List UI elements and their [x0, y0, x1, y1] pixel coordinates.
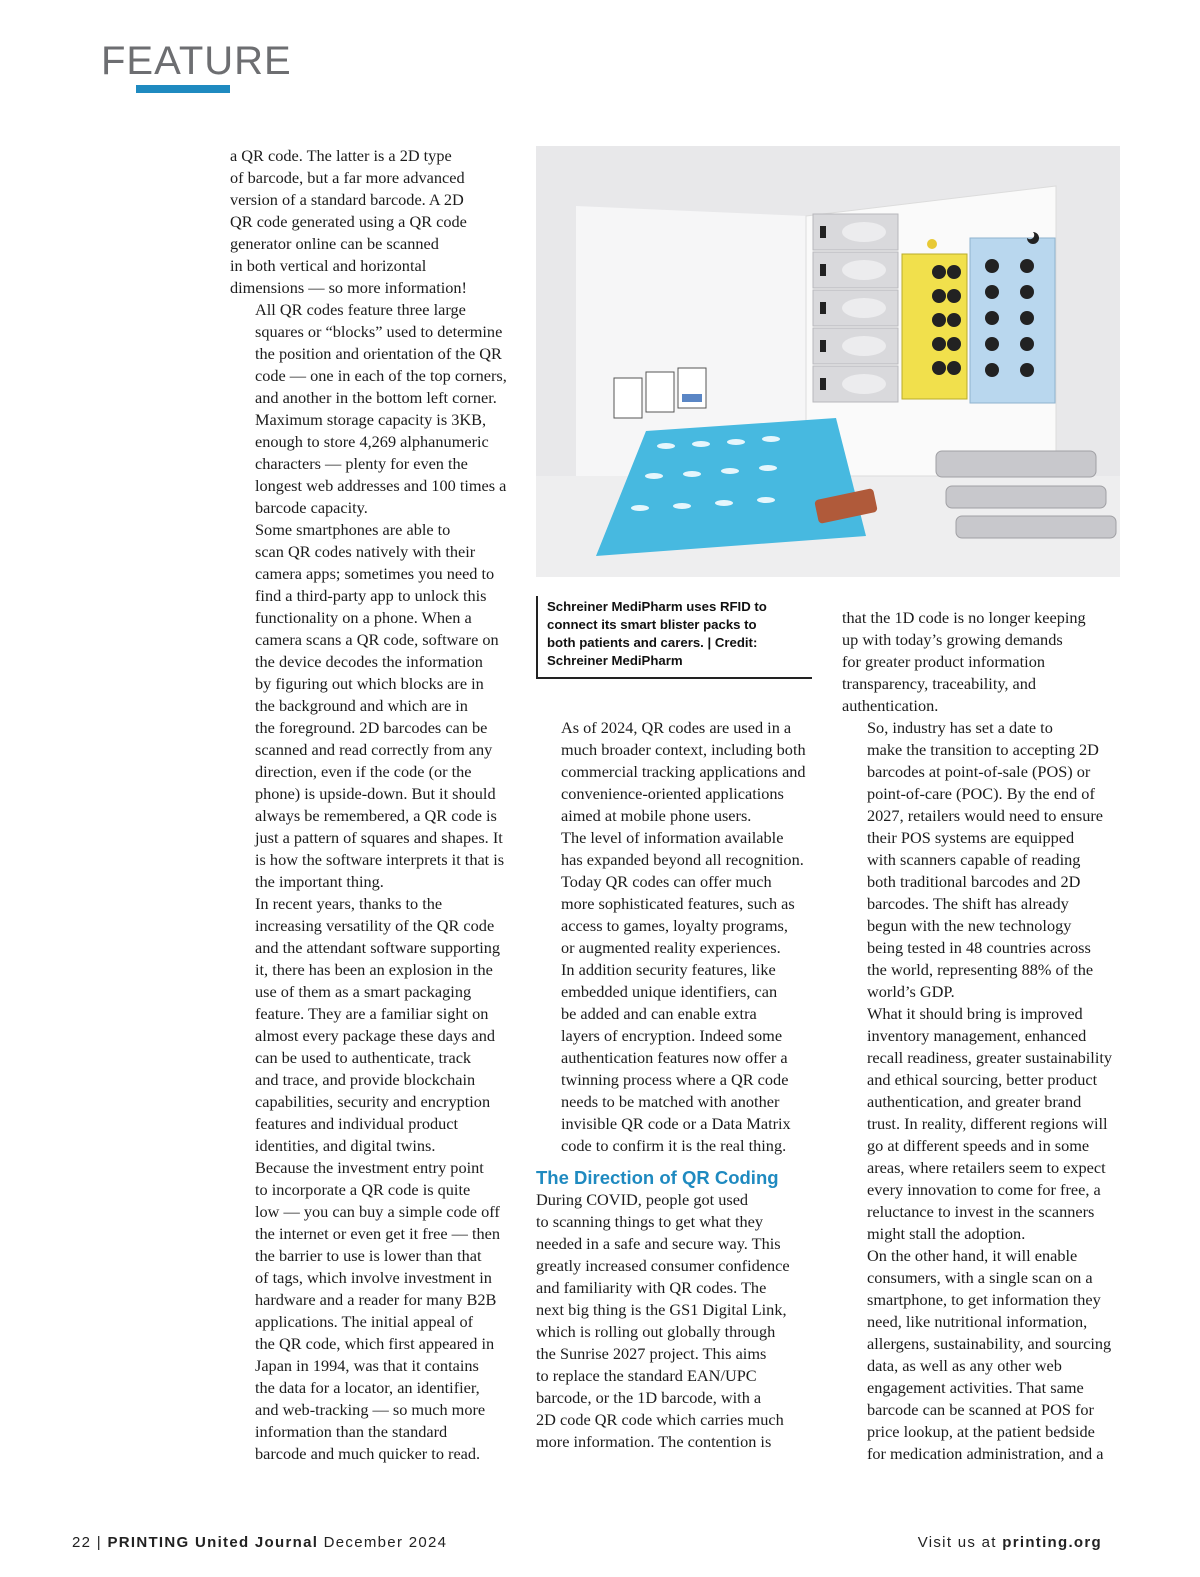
text-line: needed in a safe and secure way. This: [536, 1234, 781, 1253]
text-line: inventory management, enhanced: [867, 1026, 1087, 1045]
product-photo: [536, 146, 1120, 577]
text-line: always be remembered, a QR code is: [255, 806, 497, 825]
section-subhead: The Direction of QR Coding: [536, 1167, 779, 1188]
text-line: that the 1D code is no longer keeping: [842, 608, 1086, 627]
text-line: make the transition to accepting 2D: [867, 740, 1099, 759]
text-line: go at different speeds and in some: [867, 1136, 1090, 1155]
text-line: access to games, loyalty programs,: [561, 916, 788, 935]
text-line: and ethical sourcing, better product: [867, 1070, 1098, 1089]
text-line: begun with the new technology: [867, 916, 1072, 935]
article-paragraph: [230, 893, 515, 1157]
text-line: engagement activities. That same: [867, 1378, 1084, 1397]
article-paragraph: [536, 1189, 821, 1453]
text-line: scanned and read correctly from any: [255, 740, 493, 759]
photo-caption: [536, 596, 812, 679]
text-line: being tested in 48 countries across: [867, 938, 1091, 957]
text-line: the internet or even get it free — then: [255, 1224, 501, 1243]
text-line: allergens, sustainability, and sourcing: [867, 1334, 1112, 1353]
text-line: As of 2024, QR codes are used in a: [561, 718, 792, 737]
text-line: world’s GDP.: [867, 982, 955, 1001]
text-line: authentication, and greater brand: [867, 1092, 1082, 1111]
text-line: their POS systems are equipped: [867, 828, 1075, 847]
text-line: the data for a locator, an identifier,: [255, 1378, 480, 1397]
text-line: needs to be matched with another: [561, 1092, 780, 1111]
text-line: trust. In reality, different regions will: [867, 1114, 1108, 1133]
text-line: generator online can be scanned: [230, 234, 439, 253]
article-column-1: [230, 145, 515, 1465]
text-line: barcode and much quicker to read.: [255, 1444, 481, 1463]
text-line: to replace the standard EAN/UPC: [536, 1366, 757, 1385]
website-link[interactable]: printing.org: [1002, 1534, 1102, 1551]
text-line: it, there has been an explosion in the: [255, 960, 493, 979]
text-line: information than the standard: [255, 1422, 448, 1441]
column-2-body: [536, 1189, 821, 1453]
text-line: to scanning things to get what they: [536, 1212, 763, 1231]
section-label: FEATURE: [101, 39, 292, 83]
text-line: aimed at mobile phone users.: [561, 806, 752, 825]
publication-name: PRINTING United Journal: [107, 1534, 319, 1551]
footer-publication: [72, 1532, 447, 1554]
text-line: which is rolling out globally through: [536, 1322, 776, 1341]
text-line: twinning process where a QR code: [561, 1070, 789, 1089]
article-paragraph: [842, 1245, 1127, 1465]
text-line: more information. The contention is: [536, 1432, 772, 1451]
text-line: scan QR codes natively with their: [255, 542, 476, 561]
text-line: point-of-care (POC). By the end of: [867, 784, 1095, 803]
text-line: embedded unique identifiers, can: [561, 982, 778, 1001]
text-line: data, as well as any other web: [867, 1356, 1062, 1375]
text-line: the background and which are in: [255, 696, 468, 715]
text-line: of barcode, but a far more advanced: [230, 168, 465, 187]
text-line: camera scans a QR code, software on: [255, 630, 499, 649]
text-line: more sophisticated features, such as: [561, 894, 795, 913]
caption-line: both patients and carers. | Credit:: [547, 635, 758, 650]
page-number: 22: [72, 1534, 92, 1551]
text-line: authentication features now offer a: [561, 1048, 788, 1067]
caption-line: Schreiner MediPharm: [547, 653, 683, 668]
text-line: for greater product information: [842, 652, 1045, 671]
text-line: In addition security features, like: [561, 960, 776, 979]
text-line: identities, and digital twins.: [255, 1136, 436, 1155]
text-line: just a pattern of squares and shapes. It: [255, 828, 503, 847]
text-line: code — one in each of the top corners,: [255, 366, 507, 385]
text-line: and trace, and provide blockchain: [255, 1070, 476, 1089]
article-column-3: [842, 607, 1127, 1465]
text-line: transparency, traceability, and: [842, 674, 1037, 693]
text-line: Japan in 1994, was that it contains: [255, 1356, 479, 1375]
text-line: dimensions — so more information!: [230, 278, 467, 297]
issue-date: December 2024: [323, 1534, 448, 1551]
text-line: characters — plenty for even the: [255, 454, 468, 473]
article-paragraph: [230, 519, 515, 893]
text-line: the Sunrise 2027 project. This aims: [536, 1344, 767, 1363]
caption-line: Schreiner MediPharm uses RFID to: [547, 599, 767, 614]
article-paragraph: [536, 717, 821, 827]
text-line: next big thing is the GS1 Digital Link,: [536, 1300, 787, 1319]
text-line: 2D code QR code which carries much: [536, 1410, 784, 1429]
text-line: a QR code. The latter is a 2D type: [230, 146, 452, 165]
text-line: barcodes at point-of-sale (POS) or: [867, 762, 1091, 781]
text-line: can be used to authenticate, track: [255, 1048, 472, 1067]
text-line: During COVID, people got used: [536, 1190, 749, 1209]
text-line: direction, even if the code (or the: [255, 762, 472, 781]
text-line: and the attendant software supporting: [255, 938, 501, 957]
text-line: much broader context, including both: [561, 740, 806, 759]
text-line: QR code generated using a QR code: [230, 212, 467, 231]
text-line: both traditional barcodes and 2D: [867, 872, 1081, 891]
text-line: functionality on a phone. When a: [255, 608, 472, 627]
text-line: or augmented reality experiences.: [561, 938, 781, 957]
text-line: and familiarity with QR codes. The: [536, 1278, 767, 1297]
article-paragraph: [230, 299, 515, 519]
text-line: squares or “blocks” used to determine: [255, 322, 503, 341]
text-line: for medication administration, and a: [867, 1444, 1104, 1463]
text-line: up with today’s growing demands: [842, 630, 1063, 649]
text-line: code to confirm it is the real thing.: [561, 1136, 787, 1155]
text-line: might stall the adoption.: [867, 1224, 1026, 1243]
text-line: find a third-party app to unlock this: [255, 586, 487, 605]
text-line: commercial tracking applications and: [561, 762, 806, 781]
text-line: every innovation to come for free, a: [867, 1180, 1101, 1199]
text-line: has expanded beyond all recognition.: [561, 850, 804, 869]
text-line: What it should bring is improved: [867, 1004, 1083, 1023]
text-line: the device decodes the information: [255, 652, 483, 671]
text-line: recall readiness, greater sustainability: [867, 1048, 1113, 1067]
text-line: increasing versatility of the QR code: [255, 916, 495, 935]
text-line: Today QR codes can offer much: [561, 872, 772, 891]
text-line: greatly increased consumer confidence: [536, 1256, 790, 1275]
text-line: need, like nutritional information,: [867, 1312, 1088, 1331]
text-line: Because the investment entry point: [255, 1158, 484, 1177]
text-line: On the other hand, it will enable: [867, 1246, 1078, 1265]
text-line: phone) is upside-down. But it should: [255, 784, 496, 803]
text-line: and another in the bottom left corner.: [255, 388, 497, 407]
text-line: consumers, with a single scan on a: [867, 1268, 1093, 1287]
text-line: by figuring out which blocks are in: [255, 674, 484, 693]
text-line: hardware and a reader for many B2B: [255, 1290, 497, 1309]
section-accent-bar: [136, 85, 230, 93]
text-line: smartphone, to get information they: [867, 1290, 1101, 1309]
text-line: barcode, or the 1D barcode, with a: [536, 1388, 762, 1407]
article-column-2: [536, 717, 821, 1453]
text-line: applications. The initial appeal of: [255, 1312, 474, 1331]
article-paragraph: [842, 607, 1127, 717]
text-line: to incorporate a QR code is quite: [255, 1180, 471, 1199]
text-line: low — you can buy a simple code off: [255, 1202, 500, 1221]
text-line: In recent years, thanks to the: [255, 894, 443, 913]
text-line: All QR codes feature three large: [255, 300, 466, 319]
text-line: capabilities, security and encryption: [255, 1092, 491, 1111]
article-paragraph: [230, 145, 515, 299]
text-line: barcode capacity.: [255, 498, 368, 517]
text-line: almost every package these days and: [255, 1026, 496, 1045]
text-line: layers of encryption. Indeed some: [561, 1026, 783, 1045]
text-line: Some smartphones are able to: [255, 520, 451, 539]
text-line: price lookup, at the patient bedside: [867, 1422, 1095, 1441]
text-line: the world, representing 88% of the: [867, 960, 1094, 979]
text-line: the barrier to use is lower than that: [255, 1246, 482, 1265]
text-line: is how the software interprets it that is: [255, 850, 505, 869]
text-line: use of them as a smart packaging: [255, 982, 472, 1001]
visit-prefix: Visit us at: [917, 1534, 997, 1551]
article-paragraph: [536, 827, 821, 1157]
footer-separator: |: [96, 1534, 102, 1551]
text-line: of tags, which involve investment in: [255, 1268, 492, 1287]
text-line: and web-tracking — so much more: [255, 1400, 486, 1419]
text-line: the position and orientation of the QR: [255, 344, 502, 363]
column-2-intro: [536, 717, 821, 1157]
text-line: features and individual product: [255, 1114, 458, 1133]
text-line: version of a standard barcode. A 2D: [230, 190, 464, 209]
text-line: with scanners capable of reading: [867, 850, 1081, 869]
text-line: areas, where retailers seem to expect: [867, 1158, 1106, 1177]
text-line: Maximum storage capacity is 3KB,: [255, 410, 487, 429]
text-line: 2027, retailers would need to ensure: [867, 806, 1104, 825]
text-line: barcodes. The shift has already: [867, 894, 1069, 913]
article-paragraph: [230, 1157, 515, 1465]
text-line: in both vertical and horizontal: [230, 256, 427, 275]
text-line: enough to store 4,269 alphanumeric: [255, 432, 489, 451]
article-paragraph: [842, 717, 1127, 1003]
text-line: the important thing.: [255, 872, 384, 891]
text-line: The level of information available: [561, 828, 784, 847]
text-line: barcode can be scanned at POS for: [867, 1400, 1094, 1419]
text-line: invisible QR code or a Data Matrix: [561, 1114, 791, 1133]
footer-website: [918, 1532, 1102, 1554]
text-line: convenience-oriented applications: [561, 784, 784, 803]
text-line: longest web addresses and 100 times a: [255, 476, 507, 495]
text-line: be added and can enable extra: [561, 1004, 757, 1023]
article-paragraph: [842, 1003, 1127, 1245]
text-line: the QR code, which first appeared in: [255, 1334, 495, 1353]
text-line: camera apps; sometimes you need to: [255, 564, 495, 583]
caption-line: connect its smart blister packs to: [547, 617, 757, 632]
text-line: the foreground. 2D barcodes can be: [255, 718, 488, 737]
text-line: authentication.: [842, 696, 939, 715]
text-line: reluctance to invest in the scanners: [867, 1202, 1095, 1221]
text-line: So, industry has set a date to: [867, 718, 1053, 737]
text-line: feature. They are a familiar sight on: [255, 1004, 489, 1023]
